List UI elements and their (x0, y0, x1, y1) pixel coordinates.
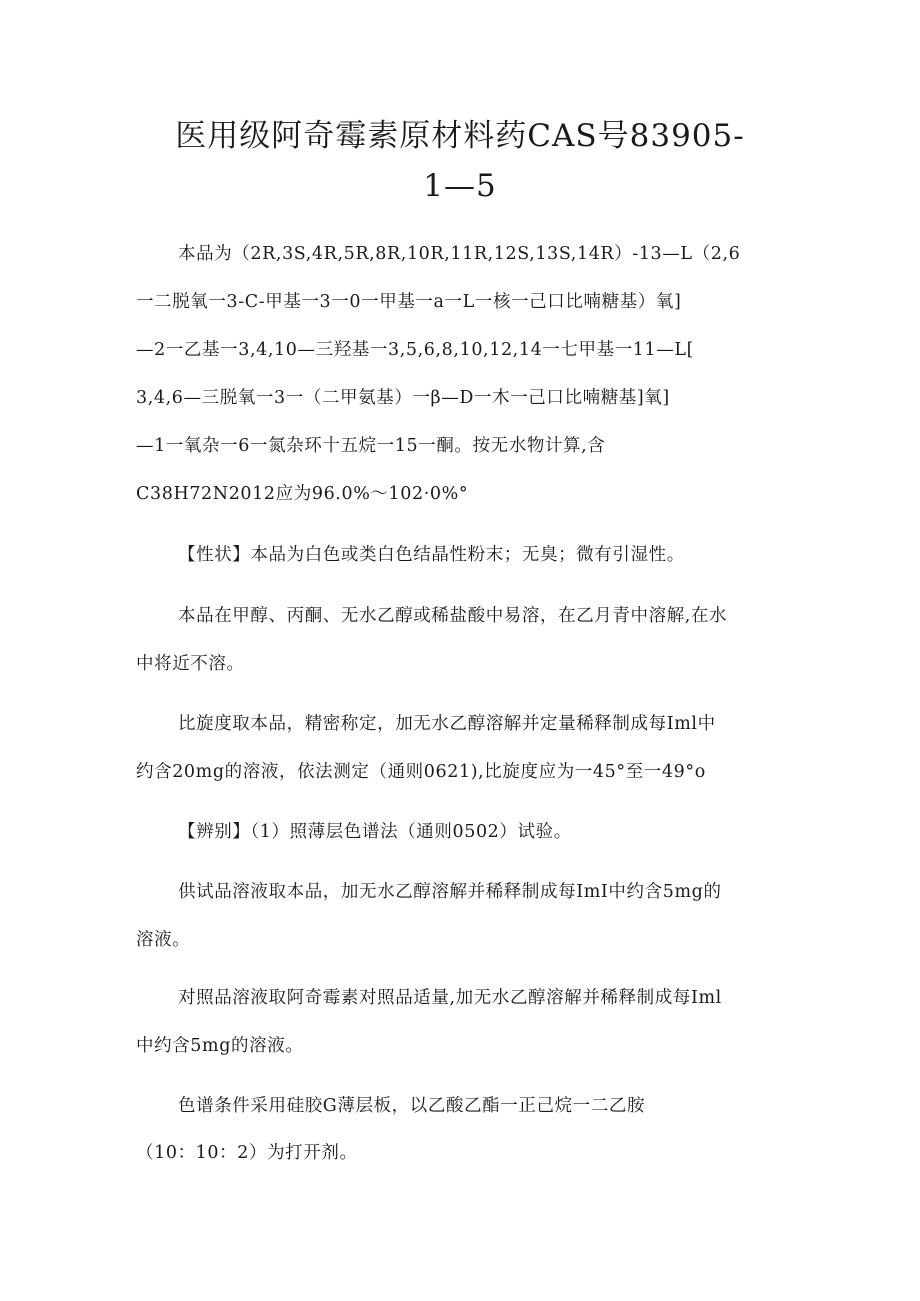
text-line: —1一氧杂一6一氮杂环十五烷一15一酮。按无水物计算,含 (136, 436, 606, 456)
text-line: 约含20mg的溶液，依法测定（通则0621),比旋度应为一45°至一49°o (136, 762, 706, 782)
text-line: 供试品溶液取本品，加无水乙醇溶解并稀释制成每ImI中约含5mg的 (178, 882, 722, 902)
text-line: （10：10：2）为打开剂。 (136, 1143, 358, 1163)
text-line: 溶液。 (136, 930, 191, 950)
text-line: 本品在甲醇、丙酮、无水乙醇或稀盐酸中易溶，在乙月青中溶解,在水 (178, 606, 728, 626)
page-title: 医用级阿奇霉素原材料药CAS号83905- (175, 118, 745, 154)
text-line: 色谱条件采用硅胶G薄层板，以乙酸乙酯一正己烷一二乙胺 (178, 1096, 646, 1116)
text-line: 3,4,6—三脱氧一3一（二甲氨基）一β—D一木一己口比喃糖基]氧] (136, 388, 670, 408)
text-line: 比旋度取本品，精密称定，加无水乙醇溶解并定量稀释制成每Iml中 (178, 714, 716, 734)
text-line: C38H72N2012应为96.0%～102·0%° (136, 484, 469, 504)
page-title-continued: 1—5 (423, 168, 497, 204)
text-line: 本品为（2R,3S,4R,5R,8R,10R,11R,12S,13S,14R）-13—L（2,6 (178, 244, 741, 264)
text-line: 【性状】本品为白色或类白色结晶性粉末；无臭；微有引湿性。 (178, 545, 685, 565)
text-line: 中将近不溶。 (136, 654, 245, 674)
text-line: 【辨别】（1）照薄层色谱法（通则0502）试验。 (178, 822, 572, 842)
text-line: 对照品溶液取阿奇霉素对照品适量,加无水乙醇溶解并稀释制成每Iml (178, 988, 722, 1008)
text-line: —2一乙基一3,4,10—三羟基一3,5,6,8,10,12,14一七甲基一11—L[ (136, 340, 695, 360)
text-line: 一二脱氧一3-C-甲基一3一0一甲基一a一L一核一己口比喃糖基）氧] (136, 292, 682, 312)
text-line: 中约含5mg的溶液。 (136, 1036, 304, 1056)
